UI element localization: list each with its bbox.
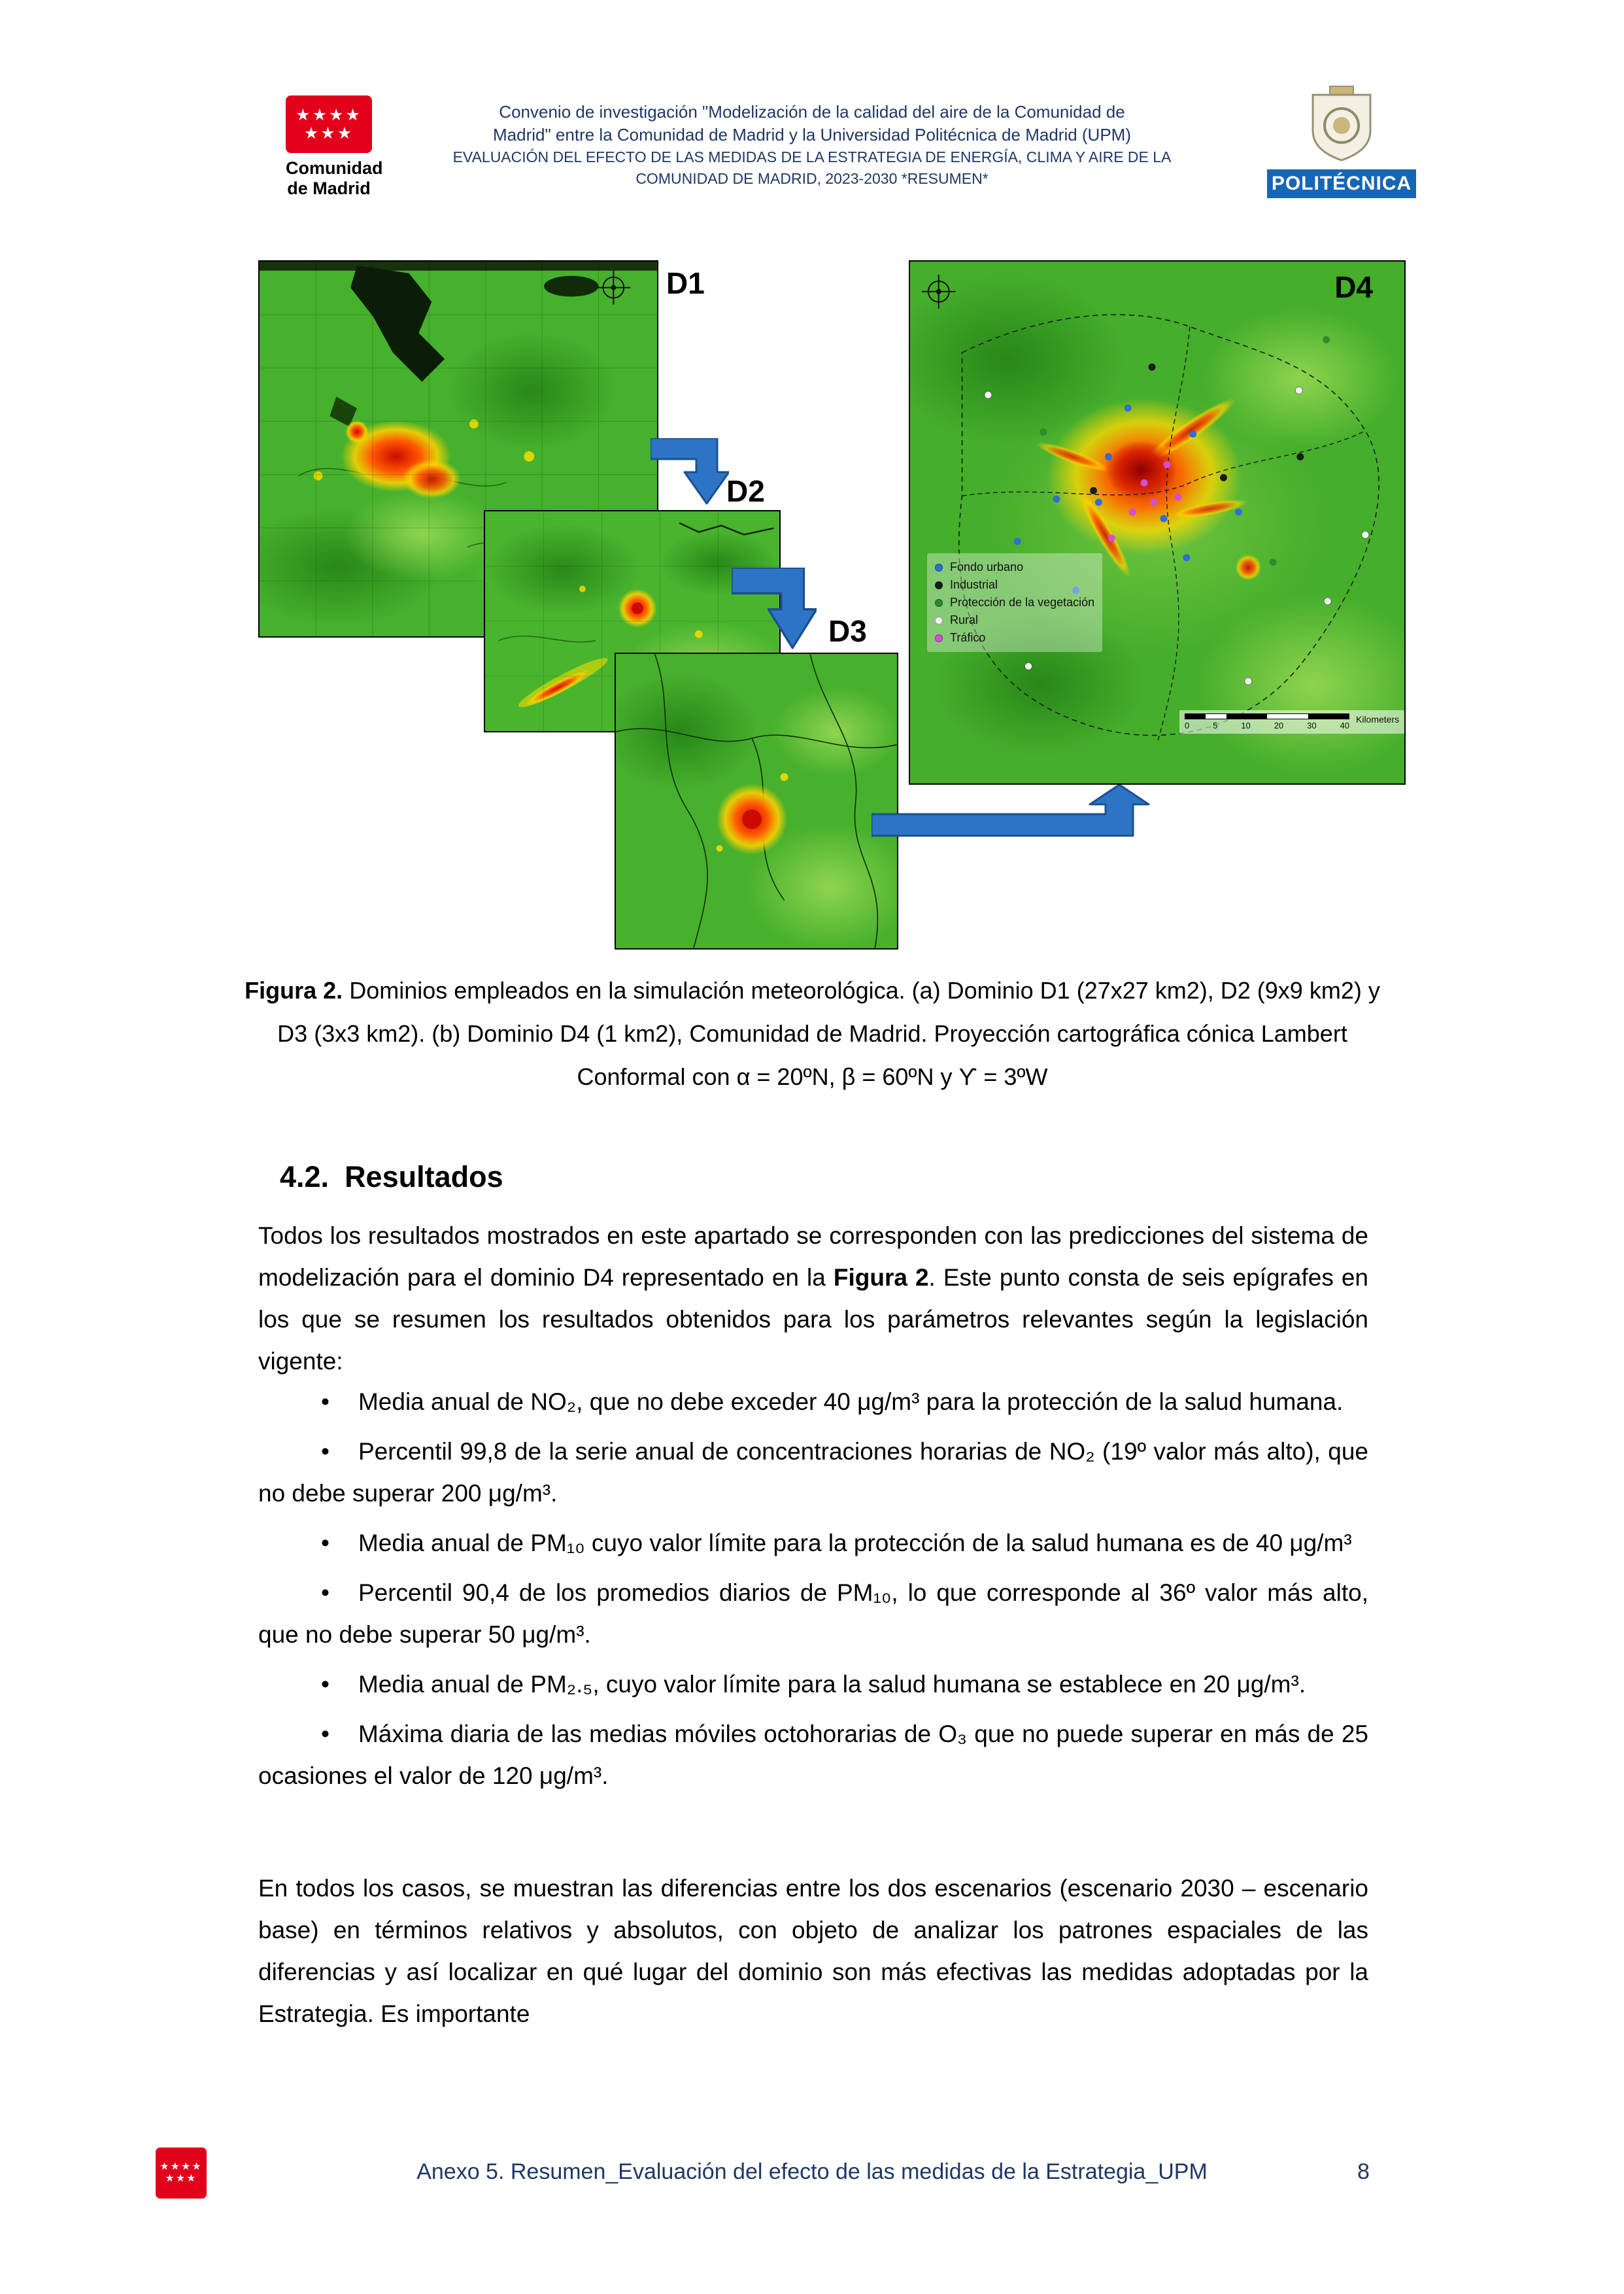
results-bullet-list: [258, 1381, 1368, 1805]
map-domain-d4: [909, 260, 1406, 785]
legend-item: [935, 611, 1094, 629]
legend-item: [935, 629, 1094, 647]
footer-text: Anexo 5. Resumen_Evaluación del efecto de las medidas de la Estrategia_UPM: [416, 2159, 1208, 2184]
madrid-logo-caption-line1: Comunidad: [286, 158, 383, 178]
scalebar-unit: Kilometers: [1356, 714, 1400, 725]
map-scalebar: [1179, 710, 1404, 734]
footer-flag-stars-top: ★★★★: [160, 2161, 203, 2172]
arrow-d2-to-d3-icon: [732, 568, 817, 656]
map-domain-d3: [615, 653, 898, 950]
legend-dot-rural: [935, 617, 943, 625]
map-label-d1: D1: [666, 266, 705, 300]
legend-label: Rural: [950, 613, 979, 626]
legend-label: Protección de la vegetación: [950, 596, 1095, 609]
madrid-logo-caption: [286, 158, 383, 199]
legend-dot-fondo-urbano: [935, 564, 943, 572]
page-number: 8: [1357, 2159, 1370, 2184]
figure-2-maps: [258, 260, 1412, 967]
flag-stars-top: ★★★★: [296, 106, 362, 124]
upm-logo: [1267, 85, 1416, 198]
bullet-item-no2-percentile: • Percentil 99,8 de la serie anual de concentraciones horarias de NO₂ (19º valor más alto), que no debe superar 200 μg/m³.: [258, 1431, 1368, 1515]
bullet-item-pm10-percentile: • Percentil 90,4 de los promedios diarios de PM₁₀, lo que corresponde al 36º valor más alto, que no debe superar 50 μg/m³.: [258, 1572, 1368, 1656]
section-number: 4.2.: [280, 1160, 330, 1193]
intro-paragraph: Todos los resultados mostrados en este apartado se corresponden con las predicciones del sistema de modelización para el dominio D4 representado en la Figura 2. Este punto consta de seis epígrafes en los que se resumen los resultados obtenidos para los parámetros relevantes según la legislación vigente:: [258, 1222, 1368, 1375]
section-title: Resultados: [345, 1160, 503, 1193]
bullet-item-o3-max: • Máxima diaria de las medias móviles octohorarias de O₃ que no puede superar en más de 25 ocasiones el valor de 120 μg/m³.: [258, 1713, 1368, 1797]
bullet-item-pm25-annual: • Media anual de PM₂.₅, cuyo valor límite para la salud humana se establece en 20 μg/m³.: [258, 1664, 1368, 1705]
legend-label: Tráfico: [950, 631, 986, 644]
map-label-d2: D2: [726, 474, 765, 508]
header-title-line3: EVALUACIÓN DEL EFECTO DE LAS MEDIDAS DE LA ESTRATEGIA DE ENERGÍA, CLIMA Y AIRE DE LA: [452, 148, 1172, 165]
madrid-flag-icon: [286, 95, 372, 153]
header-title-line4: COMUNIDAD DE MADRID, 2023-2030 *RESUMEN*: [635, 170, 989, 187]
bullet-item-no2-annual: • Media anual de NO₂, que no debe exceder 40 μg/m³ para la protección de la salud humana.: [258, 1381, 1368, 1423]
figure-caption: [232, 969, 1393, 1099]
footer-flag-stars-bottom: ★★★: [165, 2173, 197, 2184]
footer-madrid-flag-icon: [156, 2148, 207, 2199]
arrow-d1-to-d2-icon: [651, 438, 729, 510]
map-label-d3: D3: [828, 614, 867, 648]
map-label-d4: D4: [1334, 270, 1373, 304]
figure-caption-number: Figura 2.: [245, 977, 343, 1004]
closing-paragraph: En todos los casos, se muestran las diferencias entre los dos escenarios (escenario 2030 – escenario base) en términos relativos y absolutos, con objeto de analizar los patrones espaciales de las diferencias y así localizar en qué lugar del dominio son más efectivas las medidas adoptadas por la Estrategia. Es importante: [258, 1875, 1368, 2027]
header-title-line2: Madrid" entre la Comunidad de Madrid y la Universidad Politécnica de Madrid (UPM): [493, 125, 1131, 145]
legend-dot-vegetacion: [935, 599, 943, 607]
map-d4-image: [910, 262, 1404, 783]
header-title: [394, 101, 1230, 190]
legend-item: [935, 576, 1094, 594]
scalebar-bar: [1185, 713, 1349, 719]
scalebar-ticks: 0 5 10 20 30 40: [1185, 721, 1349, 730]
legend-dot-trafico: [935, 634, 943, 642]
arrow-d3-to-d4-icon: [871, 785, 1159, 853]
section-heading: [280, 1160, 503, 1194]
flag-stars-bottom: ★★★: [303, 124, 354, 143]
madrid-logo-caption-line2: de Madrid: [287, 179, 371, 198]
legend-label: Industrial: [950, 578, 998, 591]
map-legend: [927, 553, 1102, 652]
bullet-item-pm10-annual: • Media anual de PM₁₀ cuyo valor límite para la protección de la salud humana es de 40 μg/m³: [258, 1522, 1368, 1564]
map-d3-image: [616, 654, 897, 948]
upm-banner: POLITÉCNICA: [1267, 169, 1416, 198]
legend-item: [935, 594, 1094, 611]
legend-label: Fondo urbano: [950, 560, 1024, 574]
legend-dot-industrial: [935, 581, 943, 589]
header-title-line1: Convenio de investigación "Modelización de la calidad del aire de la Comunidad de: [499, 102, 1125, 122]
figure-caption-text: Dominios empleados en la simulación meteorológica. (a) Dominio D1 (27x27 km2), D2 (9x9 km2) y D3 (3x3 km2). (b) Dominio D4 (1 km2), Comunidad de Madrid. Proyección cartográfica cónica Lambert Conformal con α = 20ºN, β = 60ºN y ϒ = 3ºW: [277, 977, 1380, 1090]
legend-item: [935, 558, 1094, 576]
upm-shield-icon: [1308, 85, 1376, 162]
comunidad-madrid-logo: [286, 95, 383, 199]
